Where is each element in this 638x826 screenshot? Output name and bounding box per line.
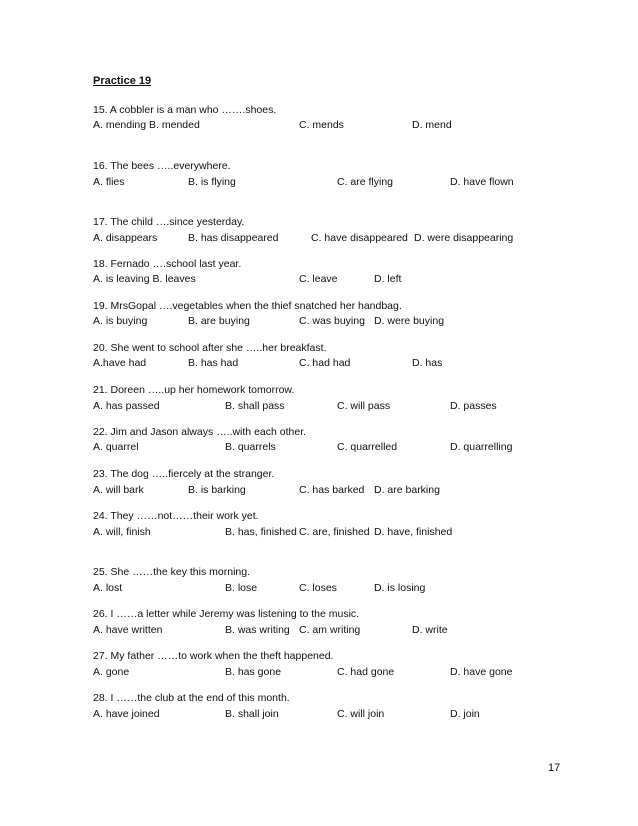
option-19-c: C. was buying xyxy=(299,315,365,327)
option-28-c: C. will join xyxy=(337,708,385,720)
option-25-d: D. is losing xyxy=(374,582,426,594)
question-25: 25. She ……the key this morning. xyxy=(93,566,250,578)
option-23-b: B. is barking xyxy=(188,484,246,496)
question-28: 28. I ……the club at the end of this month. xyxy=(93,692,290,704)
page-title: Practice 19 xyxy=(93,75,152,87)
question-27: 27. My father ……to work when the theft happened. xyxy=(93,650,334,662)
question-23: 23. The dog …..fiercely at the stranger. xyxy=(93,468,275,480)
option-28-d: D. join xyxy=(450,708,480,720)
option-16-c: C. are flying xyxy=(337,176,394,188)
option-27-c: C. had gone xyxy=(337,666,395,678)
question-24: 24. They ……not……their work yet. xyxy=(93,510,259,522)
option-18-ab: A. is leaving B. leaves xyxy=(93,273,196,285)
option-21-b: B. shall pass xyxy=(225,400,285,412)
option-21-a: A. has passed xyxy=(93,400,160,412)
option-22-c: C. quarrelled xyxy=(337,441,398,453)
option-22-d: D. quarrelling xyxy=(450,441,513,453)
option-15-d: D. mend xyxy=(412,119,452,131)
option-26-b: B. was writing xyxy=(225,624,290,636)
question-16: 16. The bees …..everywhere. xyxy=(93,160,231,172)
option-16-a: A. flies xyxy=(93,176,125,188)
option-26-c: C. am writing xyxy=(299,624,361,636)
option-23-d: D. are barking xyxy=(374,484,440,496)
option-28-a: A. have joined xyxy=(93,708,160,720)
option-15-c: C. mends xyxy=(299,119,344,131)
option-17-a: A. disappears xyxy=(93,232,158,244)
question-17: 17. The child ….since yesterday. xyxy=(93,216,245,228)
option-19-a: A. is buying xyxy=(93,315,148,327)
question-26: 26. I ……a letter while Jeremy was listening to the music. xyxy=(93,608,360,620)
question-19: 19. MrsGopal ….vegetables when the thief snatched her handbag. xyxy=(93,300,402,312)
option-25-c: C. loses xyxy=(299,582,337,594)
option-20-b: B. has had xyxy=(188,357,239,369)
question-21: 21. Doreen …..up her homework tomorrow. xyxy=(93,384,295,396)
option-21-d: D. passes xyxy=(450,400,497,412)
option-23-a: A. will bark xyxy=(93,484,144,496)
option-16-b: B. is flying xyxy=(188,176,236,188)
question-22: 22. Jim and Jason always …..with each other. xyxy=(93,426,307,438)
option-16-d: D. have flown xyxy=(450,176,514,188)
option-27-a: A. gone xyxy=(93,666,130,678)
option-20-d: D. has xyxy=(412,357,443,369)
option-19-d: D. were buying xyxy=(374,315,445,327)
option-17-c: C. have disappeared xyxy=(311,232,408,244)
option-22-a: A. quarrel xyxy=(93,441,139,453)
option-18-d: D. left xyxy=(374,273,402,285)
option-21-c: C. will pass xyxy=(337,400,391,412)
option-23-c: C. has barked xyxy=(299,484,365,496)
option-20-a: A.have had xyxy=(93,357,147,369)
option-19-b: B. are buying xyxy=(188,315,250,327)
option-20-c: C. had had xyxy=(299,357,351,369)
page-number: 17 xyxy=(548,762,561,774)
option-17-b: B. has disappeared xyxy=(188,232,279,244)
option-25-b: B. lose xyxy=(225,582,258,594)
question-15: 15. A cobbler is a man who …….shoes. xyxy=(93,104,277,116)
question-20: 20. She went to school after she …..her breakfast. xyxy=(93,342,327,354)
option-28-b: B. shall join xyxy=(225,708,279,720)
option-24-b: B. has, finished xyxy=(225,526,297,538)
option-24-c: C. are, finished xyxy=(299,526,370,538)
option-18-c: C. leave xyxy=(299,273,338,285)
option-25-a: A. lost xyxy=(93,582,123,594)
option-17-d: D. were disappearing xyxy=(414,232,514,244)
option-26-a: A. have written xyxy=(93,624,163,636)
option-15-ab: A. mending B. mended xyxy=(93,119,200,131)
option-22-b: B. quarrels xyxy=(225,441,276,453)
option-26-d: D. write xyxy=(412,624,448,636)
option-24-a: A. will, finish xyxy=(93,526,151,538)
question-18: 18. Fernado ….school last year. xyxy=(93,258,242,270)
option-24-d: D. have, finished xyxy=(374,526,453,538)
option-27-d: D. have gone xyxy=(450,666,513,678)
option-27-b: B. has gone xyxy=(225,666,282,678)
